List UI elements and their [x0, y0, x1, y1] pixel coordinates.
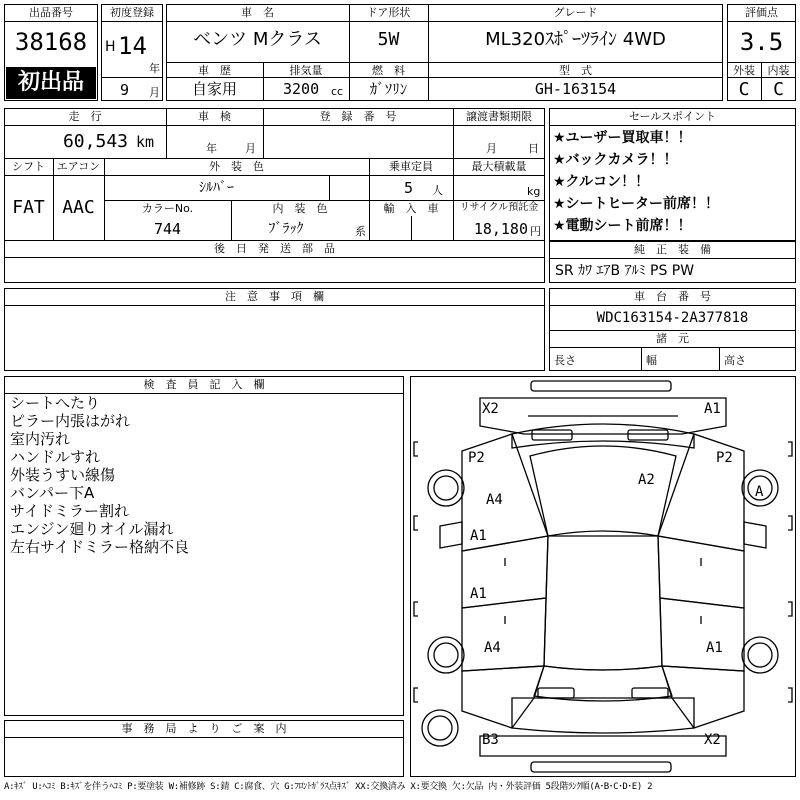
- inspector-line-6: バンパー下A: [10, 484, 95, 502]
- reg-year: 14: [118, 32, 147, 60]
- inspector-line-5: 外装うすい線傷: [10, 466, 116, 484]
- mark-b3: B3: [482, 732, 499, 748]
- mileage-unit: km: [136, 133, 155, 151]
- first-listing-badge: 初出品: [6, 67, 96, 99]
- interior-value: C: [773, 79, 784, 100]
- car-name-label: 車 名: [241, 6, 274, 19]
- inspector-title: 検 査 員 記 入 欄: [143, 378, 265, 391]
- model-label: 型 式: [559, 64, 592, 77]
- intcolor-unit: 系: [355, 225, 366, 238]
- colorno-label: カラーNo.: [141, 202, 194, 215]
- fuel-value: ｶﾞｿﾘﾝ: [369, 80, 408, 98]
- sales-point-2: ★バックカメラ！！: [553, 152, 678, 168]
- mark-a-right: A: [755, 484, 764, 500]
- ac-label: エアコン: [56, 160, 101, 173]
- length-label: 長さ: [554, 354, 576, 367]
- inspector-line-8: エンジン廻りオイル漏れ: [10, 520, 174, 538]
- mark-a2: A2: [638, 472, 655, 488]
- door-value: 5W: [377, 29, 400, 50]
- inspector-line-4: ハンドルすれ: [10, 448, 101, 466]
- mark-a1-right: A1: [706, 640, 723, 656]
- score-value: 3.5: [739, 28, 784, 56]
- transfer-day-unit: 日: [528, 142, 539, 155]
- reg-era: H: [105, 39, 116, 55]
- dims-title: 諸 元: [656, 332, 689, 345]
- first-reg-label: 初度登録: [110, 6, 154, 19]
- transfer-month-unit: 月: [486, 142, 497, 155]
- sales-point-1: ★ユーザー買取車！！: [553, 130, 692, 146]
- displacement-value: 3200: [283, 80, 320, 98]
- lot-number: 38168: [14, 28, 88, 56]
- colorno-value: 744: [153, 220, 182, 238]
- width-label: 幅: [646, 354, 657, 367]
- car-name: ベンツ Mクラス: [193, 29, 322, 50]
- load-label: 最大積載量: [471, 160, 527, 173]
- chassis-title: 車 台 番 号: [634, 290, 711, 303]
- mark-p2-right: P2: [716, 450, 733, 466]
- mark-a4-upper: A4: [486, 492, 503, 508]
- shift-label: シフト: [12, 160, 45, 173]
- height-label: 高さ: [724, 354, 746, 367]
- score-label: 評価点: [745, 6, 778, 19]
- chassis-value: WDC163154-2A377818: [596, 310, 749, 326]
- plate-label: 登 録 番 号: [319, 110, 397, 123]
- inspector-line-3: 室内汚れ: [10, 430, 71, 448]
- mark-x2-bottom: X2: [704, 732, 721, 748]
- inspection-month-unit: 月: [245, 142, 256, 155]
- door-label: ドア形状: [366, 6, 411, 19]
- inspector-line-2: ピラー内張はがれ: [10, 412, 131, 430]
- sales-points-title: セールスポイント: [628, 110, 716, 123]
- mark-x2-top: X2: [482, 401, 499, 417]
- grade-label: グレード: [553, 6, 598, 19]
- mark-a1-top: A1: [704, 401, 721, 417]
- exterior-value: C: [738, 79, 750, 100]
- grade-value: ML320ｽﾎﾟｰﾂﾗｲﾝ 4WD: [485, 29, 666, 50]
- mark-p2-left: P2: [468, 450, 485, 466]
- mark-a4-lower: A4: [484, 640, 501, 656]
- recycle-label: リサイクル預託金: [459, 202, 539, 213]
- reg-year-unit: 年: [149, 62, 160, 75]
- history-value: 自家用: [191, 80, 237, 98]
- notes-title: 注 意 事 項 欄: [225, 290, 324, 303]
- intcolor-label: 内 装 色: [272, 202, 328, 215]
- lot-label: 出品番号: [29, 6, 73, 19]
- exterior-label: 外装: [733, 64, 755, 77]
- inspection-label: 車 検: [198, 110, 231, 123]
- displacement-label: 排気量: [289, 64, 323, 77]
- car-diagram: [410, 376, 796, 777]
- mileage-label: 走 行: [68, 110, 102, 123]
- history-label: 車 歴: [198, 64, 231, 77]
- import-label: 輸 入 車: [383, 202, 439, 215]
- model-value: GH-163154: [534, 80, 617, 98]
- mileage-value: 60,543: [62, 131, 128, 152]
- ac-value: AAC: [62, 197, 95, 218]
- fuel-label: 燃 料: [372, 64, 405, 77]
- color-value: ｼﾙﾊﾞｰ: [199, 180, 234, 196]
- inspection-year-unit: 年: [206, 142, 217, 155]
- capacity-unit: 人: [432, 184, 443, 197]
- intcolor-value: ﾌﾞﾗｯｸ: [268, 221, 304, 237]
- sales-point-5: ★電動シート前席！！: [553, 218, 692, 234]
- recycle-unit: 円: [530, 225, 541, 238]
- reg-month: 9: [120, 81, 130, 99]
- transfer-label: 譲渡書類期限: [466, 110, 532, 123]
- capacity-label: 乗車定員: [389, 160, 433, 173]
- reg-month-unit: 月: [149, 86, 160, 99]
- inspector-line-1: シートへたり: [10, 394, 101, 412]
- mark-a1-left2: A1: [470, 586, 487, 602]
- recycle-value: 18,180: [473, 220, 528, 238]
- sales-point-4: ★シートヒーター前席！！: [553, 196, 719, 212]
- office-title: 事 務 局 よ り ご 案 内: [121, 722, 287, 735]
- sales-point-3: ★クルコン！！: [553, 174, 650, 190]
- interior-label: 内装: [767, 64, 790, 77]
- equipment-value: SR ｶﾜ ｴｱB ｱﾙﾐ PS PW: [555, 263, 695, 279]
- mark-a1-left1: A1: [470, 528, 487, 544]
- inspector-line-7: サイドミラー割れ: [10, 502, 129, 520]
- equipment-title: 純 正 装 備: [634, 243, 711, 256]
- later-parts-label: 後 日 発 送 部 品: [214, 242, 335, 255]
- shift-value: FAT: [12, 197, 45, 218]
- color-label: 外 装 色: [209, 160, 264, 173]
- inspector-line-9: 左右サイドミラー格納不良: [10, 538, 189, 556]
- load-unit: kg: [527, 185, 541, 198]
- legend-text: A:ｷｽﾞ U:ﾍｺﾐ B:ｷｽﾞを伴うﾍｺﾐ P:要塗装 W:補修跡 S:錆 C:腐食、穴 G:ﾌﾛﾝﾄｶﾞﾗｽ点ｷｽﾞ XX:交換済み X:要交換 欠:欠品 内・外装評価 5段階ﾗﾝｸ順(A･B･C･D･E) 2: [4, 782, 653, 792]
- displacement-unit: cc: [331, 85, 344, 98]
- capacity-value: 5: [404, 179, 414, 197]
